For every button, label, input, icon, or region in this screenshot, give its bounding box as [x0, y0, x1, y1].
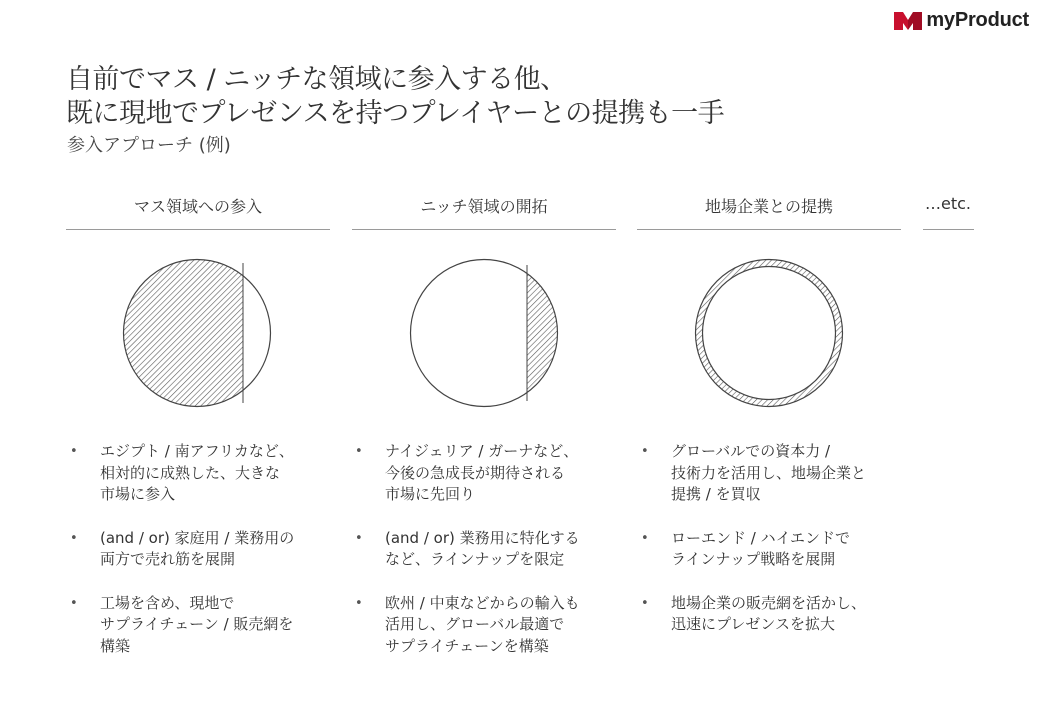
brand-logo-icon: [894, 11, 922, 31]
page-subtitle: 参入アプローチ (例): [67, 135, 231, 156]
list-item: • 欧州 / 中東などからの輸入も 活用し、グローバル最適で サプライチェーンを構築: [353, 593, 623, 658]
column-title-mass: マス領域への参入: [133, 197, 262, 216]
niche-share-segment: [527, 258, 559, 408]
alliance-ring-band: [699, 263, 839, 403]
mass-bullet-list: [68, 441, 338, 657]
alliance-ring-chart: [694, 258, 844, 408]
list-item: • ナイジェリア / ガーナなど、 今後の急成長が期待される 市場に先回り: [353, 441, 623, 506]
list-item: • 工場を含め、現地で サプライチェーン / 販売網を 構築: [68, 593, 338, 658]
list-item: • エジプト / 南アフリカなど、 相対的に成熟した、大きな 市場に参入: [68, 441, 338, 506]
column-title-niche: ニッチ領域の開拓: [420, 197, 548, 216]
page-title: [66, 63, 724, 131]
mass-share-segment: [122, 258, 243, 408]
column-divider-alliance: [637, 229, 901, 230]
brand-logo-text: myProduct: [926, 9, 1029, 31]
column-divider-niche: [352, 229, 616, 230]
niche-bullet-list: [353, 441, 623, 657]
mass-market-share-chart: [122, 258, 272, 408]
list-item: • 地場企業の販売網を活かし、 迅速にプレゼンスを拡大: [639, 593, 929, 636]
list-item: • (and / or) 業務用に特化する など、ラインナップを限定: [353, 528, 623, 571]
niche-market-share-chart: [409, 258, 559, 408]
column-divider-etc: [923, 229, 974, 230]
alliance-bullet-list: [639, 441, 929, 636]
column-divider-mass: [66, 229, 330, 230]
brand-logo: [894, 9, 1029, 32]
list-item: • (and / or) 家庭用 / 業務用の 両方で売れ筋を展開: [68, 528, 338, 571]
alliance-ring-inner: [703, 267, 836, 400]
list-item: • グローバルでの資本力 / 技術力を活用し、地場企業と 提携 / を買収: [639, 441, 929, 506]
column-title-alliance: 地場企業との提携: [704, 197, 833, 216]
list-item: • ローエンド / ハイエンドで ラインナップ戦略を展開: [639, 528, 929, 571]
page-title-line-2: 既に現地でプレゼンスを持つプレイヤーとの提携も一手: [66, 98, 725, 129]
column-title-etc: …etc.: [925, 194, 971, 213]
page-title-line-1: 自前でマス / ニッチな領域に参入する他、: [66, 64, 567, 95]
